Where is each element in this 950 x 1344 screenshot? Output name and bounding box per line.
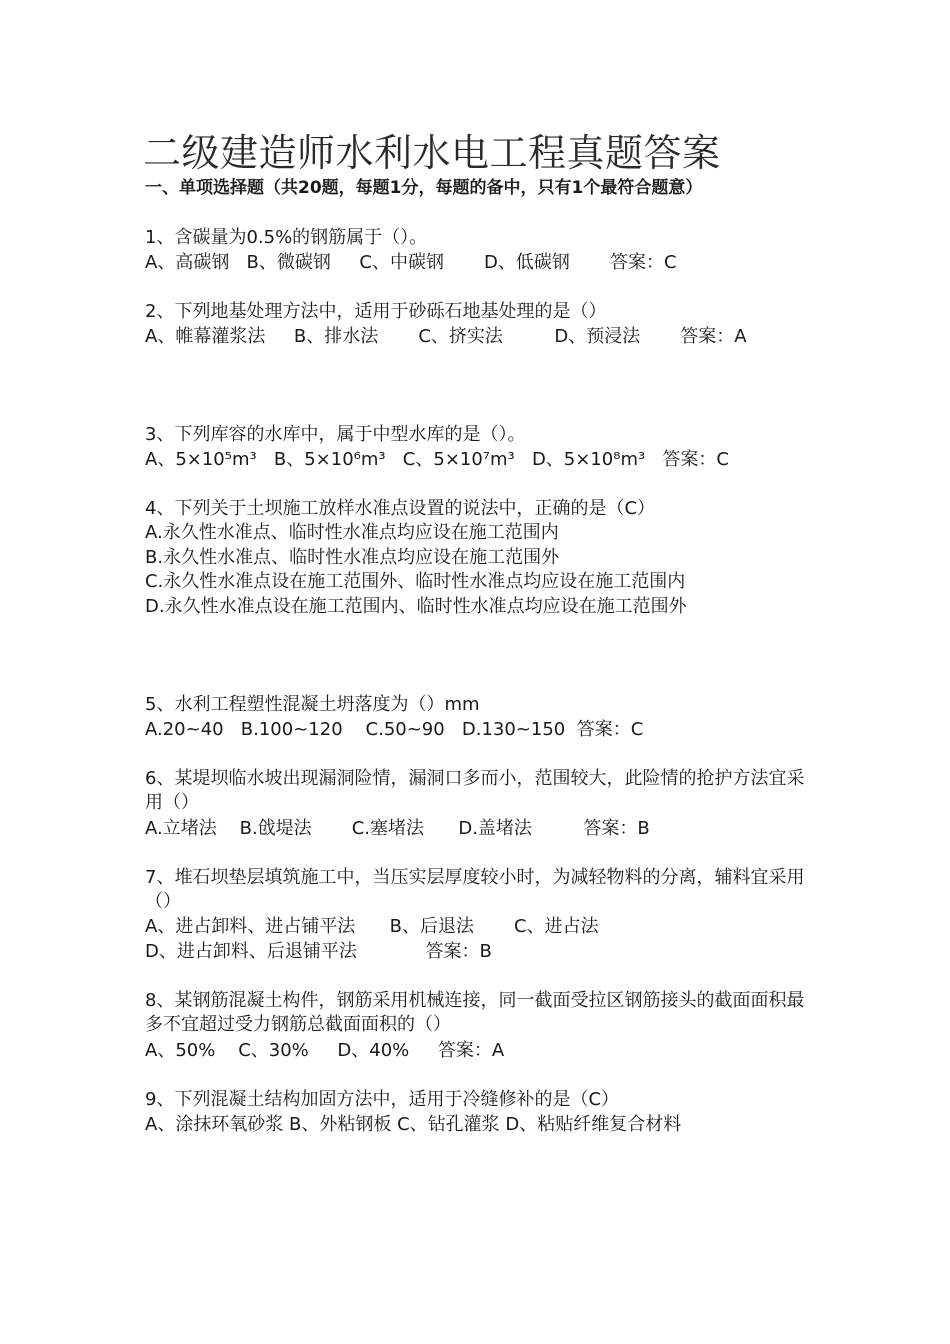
- question-6-stem: 6、某堤坝临水坡出现漏洞险情，漏洞口多而小，范围较大，此险情的抢护方法宜采用（）: [145, 768, 805, 813]
- question-8-options: A、50% C、30% D、40% 答案：A: [145, 1040, 505, 1061]
- question-2-options: A、帷幕灌浆法 B、排水法 C、挤实法 D、预浸法 答案：A: [145, 326, 747, 347]
- question-7-options-2: D、进占卸料、后退铺平法 答案：B: [145, 941, 492, 962]
- question-4-option-a: A.永久性水准点、临时性水准点均应设在施工范围内: [145, 522, 559, 543]
- question-2-stem: 2、下列地基处理方法中，适用于砂砾石地基处理的是（）: [145, 301, 607, 322]
- question-7-options-1: A、进占卸料、进占铺平法 B、后退法 C、进占法: [145, 916, 599, 937]
- question-1-stem: 1、含碳量为0.5%的钢筋属于（）。: [145, 227, 428, 248]
- question-7-stem: 7、堆石坝垫层填筑施工中，当压实层厚度较小时，为减轻物料的分离，辅料宜采用（）: [145, 867, 805, 912]
- question-9-options: A、涂抹环氧砂浆 B、外粘钢板 C、钻孔灌浆 D、粘贴纤维复合材料: [145, 1114, 682, 1135]
- question-1-options: A、高碳钢 B、微碳钢 C、中碳钢 D、低碳钢 答案：C: [145, 252, 677, 273]
- question-6-options: A.立堵法 B.戗堤法 C.塞堵法 D.盖堵法 答案：B: [145, 818, 650, 839]
- document-title: 二级建造师水利水电工程真题答案: [143, 131, 721, 175]
- section-heading: 一、单项选择题（共20题，每题1分，每题的备中，只有1个最符合题意）: [145, 178, 703, 198]
- question-4-option-b: B.永久性水准点、临时性水准点均应设在施工范围外: [145, 547, 560, 568]
- question-4-option-d: D.永久性水准点设在施工范围内、临时性水准点均应设在施工范围外: [145, 596, 687, 617]
- question-8-stem: 8、某钢筋混凝土构件，钢筋采用机械连接，同一截面受拉区钢筋接头的截面面积最多不宜超过受力钢筋总截面面积的（）: [145, 990, 805, 1035]
- question-5-options: A.20~40 B.100~120 C.50~90 D.130~150 答案：C: [145, 719, 644, 740]
- question-3-stem: 3、下列库容的水库中，属于中型水库的是（）。: [145, 424, 526, 445]
- question-4-stem: 4、下列关于土坝施工放样水准点设置的说法中，正确的是（C）: [145, 498, 656, 519]
- question-3-options: A、5×10⁵m³ B、5×10⁶m³ C、5×10⁷m³ D、5×10⁸m³ 答案：C: [145, 449, 729, 470]
- question-5-stem: 5、水利工程塑性混凝土坍落度为（）mm: [145, 694, 480, 715]
- question-9-stem: 9、下列混凝土结构加固方法中，适用于冷缝修补的是（C）: [145, 1089, 620, 1110]
- question-4-option-c: C.永久性水准点设在施工范围外、临时性水准点均应设在施工范围内: [145, 571, 686, 592]
